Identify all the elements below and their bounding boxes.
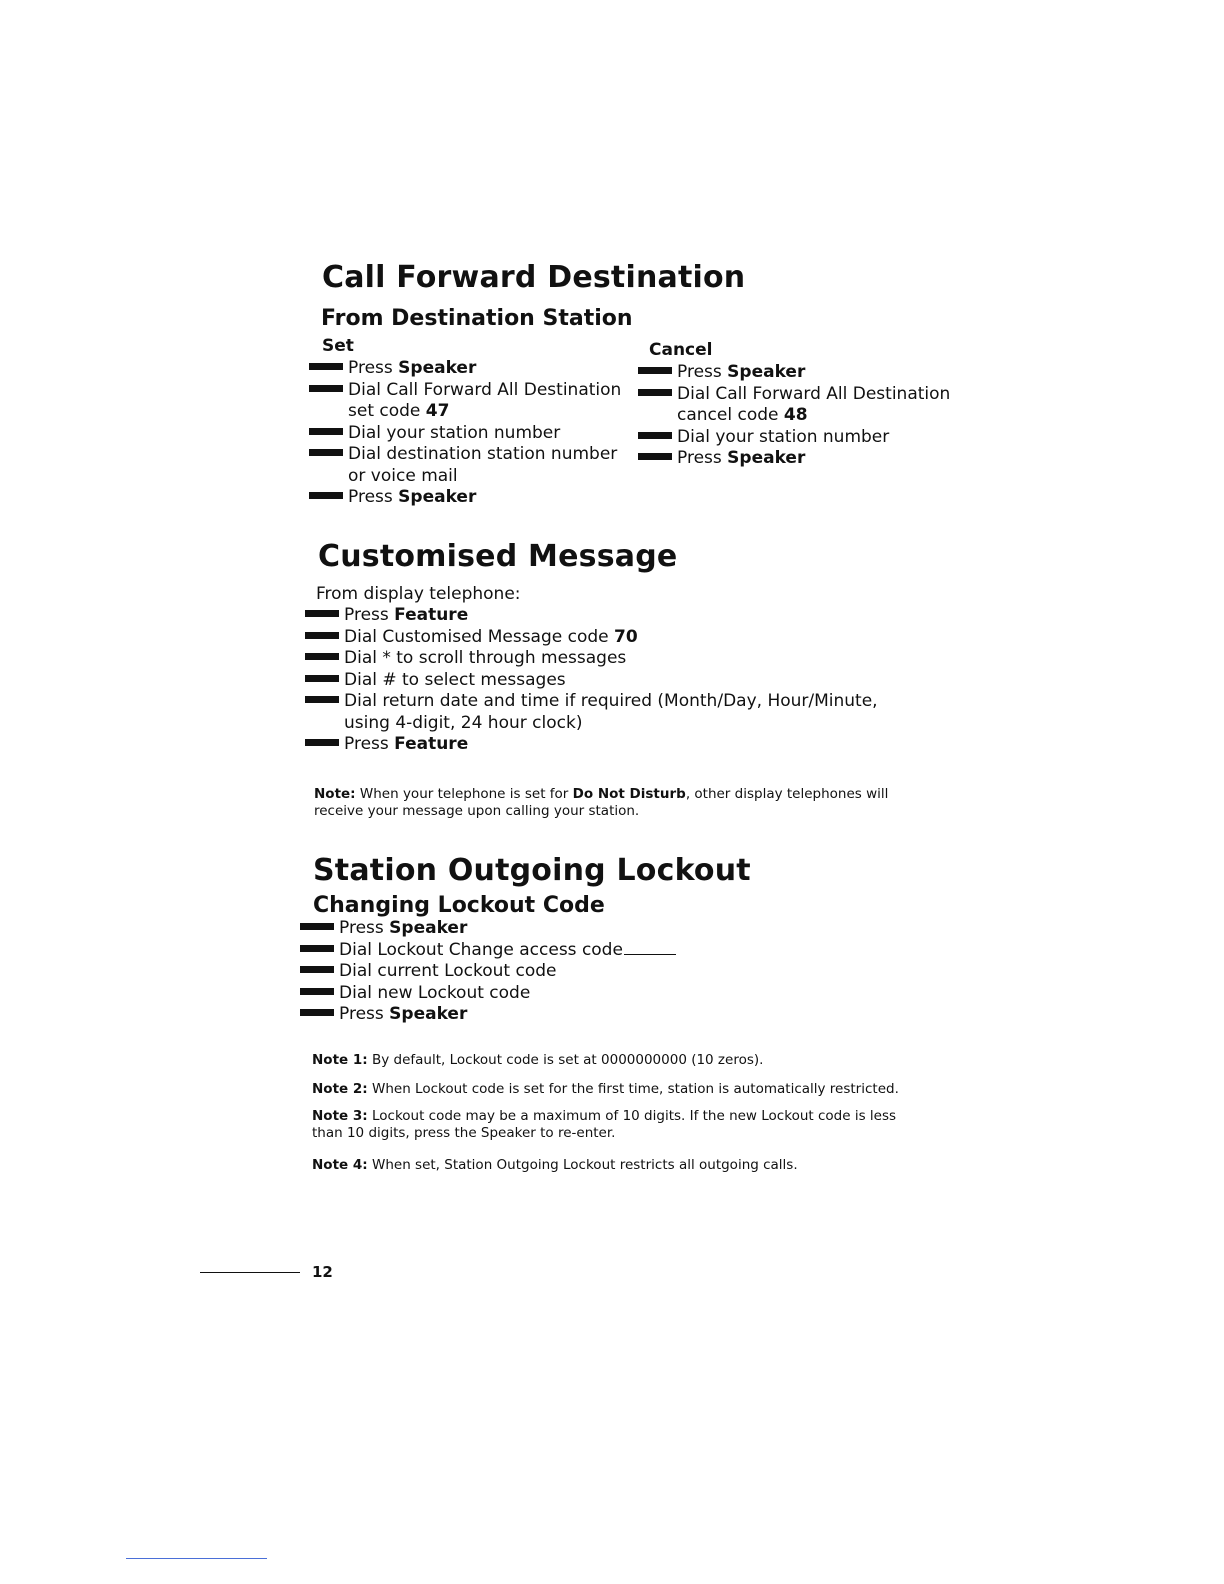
step-item [300, 1004, 676, 1026]
step-key: 70 [614, 626, 638, 647]
cancel-step-list [638, 362, 950, 470]
footer-link-underline [126, 1558, 267, 1559]
step-bullet-bar [305, 632, 339, 639]
note-text: When Lockout code is set for the first time, station is automatically restricted. [367, 1081, 899, 1097]
blank-line [624, 954, 676, 955]
step-text: Dial current Lockout code [339, 961, 557, 981]
step-item [638, 384, 950, 427]
step-item [309, 444, 621, 487]
step-text: Press [339, 918, 390, 938]
step-key: 47 [425, 401, 450, 421]
step-text-continuation: or voice mail [348, 465, 458, 486]
step-key: Feature [394, 734, 469, 754]
step-bullet-bar [309, 449, 343, 456]
step-text: Dial Lockout Change access code [339, 939, 623, 960]
step-text: Dial your station number [348, 422, 561, 443]
step-text: Dial new Lockout code [339, 982, 531, 1003]
customised-note [314, 786, 888, 820]
step-bullet-bar [309, 492, 343, 499]
step-item [305, 670, 878, 692]
step-item [305, 648, 878, 670]
step-item [305, 627, 878, 649]
step-key: Speaker [398, 487, 477, 507]
step-text: Press [348, 358, 399, 378]
step-item [309, 487, 621, 509]
note-label: Note 4: [312, 1157, 368, 1173]
lockout-note [312, 1052, 763, 1069]
subsection-title-changing-lockout-code: Changing Lockout Code [313, 893, 605, 918]
step-bullet-bar [305, 610, 339, 617]
step-bullet-bar [300, 988, 334, 995]
note-text: , other display telephones will [685, 786, 889, 802]
lockout-note [312, 1157, 798, 1174]
step-item [305, 691, 878, 734]
customised-step-list [305, 605, 878, 756]
section-title-call-forward: Call Forward Destination [322, 260, 746, 295]
step-text: Dial * to scroll through messages [344, 648, 627, 668]
subsection-title-from-destination: From Destination Station [321, 306, 633, 331]
step-key: Speaker [727, 362, 806, 382]
step-text: Dial Call Forward All Destination [348, 379, 622, 400]
step-text: Dial return date and time if required (Month/Day, Hour/Minute, [344, 691, 878, 711]
step-text: Press [677, 448, 728, 468]
step-item [300, 940, 676, 962]
step-bullet-bar [300, 966, 334, 973]
note-label: Note 2: [312, 1081, 368, 1097]
note-text-line2: receive your message upon calling your station. [314, 803, 640, 819]
step-bullet-bar [300, 923, 334, 930]
step-bullet-bar [638, 432, 672, 439]
step-bullet-bar [305, 739, 339, 746]
step-item [305, 734, 878, 756]
do-not-disturb-term: Do Not Disturb [572, 786, 686, 802]
step-item [638, 448, 950, 470]
step-text-continuation: using 4-digit, 24 hour clock) [344, 712, 583, 733]
section-title-customised-message: Customised Message [318, 539, 678, 574]
note-label: Note: [314, 786, 356, 802]
step-bullet-bar [305, 675, 339, 682]
step-text: Press [344, 734, 395, 754]
note-text: Lockout code may be a maximum of 10 digits. If the new Lockout code is less [367, 1108, 897, 1124]
lockout-note [312, 1108, 896, 1142]
step-bullet-bar [305, 653, 339, 660]
step-key: Speaker [389, 918, 468, 938]
customised-intro: From display telephone: [316, 584, 521, 604]
step-item [638, 362, 950, 384]
step-text-continuation: set code 47 [348, 401, 450, 421]
note-text: When set, Station Outgoing Lockout restricts all outgoing calls. [367, 1157, 798, 1173]
note-label: Note 1: [312, 1052, 368, 1068]
step-item [309, 358, 621, 380]
step-item [300, 918, 676, 940]
lockout-step-list [300, 918, 676, 1026]
cancel-label: Cancel [649, 340, 713, 360]
step-text-continuation: cancel code 48 [677, 405, 808, 425]
step-bullet-bar [638, 389, 672, 396]
step-bullet-bar [300, 945, 334, 952]
step-bullet-bar [300, 1009, 334, 1016]
step-text: Press [677, 362, 728, 382]
step-bullet-bar [638, 367, 672, 374]
footer-rule [200, 1272, 300, 1273]
step-text: Press [339, 1004, 390, 1024]
step-text: Press [344, 605, 395, 625]
step-item [309, 423, 621, 445]
step-key: 48 [783, 405, 808, 425]
step-item [300, 983, 676, 1005]
note-text: When your telephone is set for [355, 786, 573, 802]
step-bullet-bar [309, 428, 343, 435]
step-item [309, 380, 621, 423]
step-text: Press [348, 487, 399, 507]
step-text: Dial # to select messages [344, 669, 566, 690]
section-title-station-outgoing-lockout: Station Outgoing Lockout [313, 853, 751, 888]
step-key: Speaker [727, 448, 806, 468]
step-item [638, 427, 950, 449]
step-bullet-bar [638, 453, 672, 460]
page-number: 12 [312, 1263, 333, 1281]
set-step-list [309, 358, 621, 509]
step-text: Dial Call Forward All Destination [677, 383, 951, 404]
note-text-line2: than 10 digits, press the Speaker to re-enter. [312, 1125, 616, 1141]
step-text: Dial destination station number [348, 444, 618, 464]
lockout-note [312, 1081, 899, 1098]
note-text: By default, Lockout code is set at 0000000000 (10 zeros). [367, 1052, 764, 1068]
note-label: Note 3: [312, 1108, 368, 1124]
step-item [305, 605, 878, 627]
step-bullet-bar [309, 385, 343, 392]
step-key: Speaker [389, 1004, 468, 1024]
step-key: Speaker [398, 358, 477, 378]
step-text: Dial your station number [677, 426, 890, 447]
step-bullet-bar [305, 696, 339, 703]
step-bullet-bar [309, 363, 343, 370]
step-key: Feature [394, 605, 469, 625]
set-label: Set [322, 336, 354, 356]
step-item [300, 961, 676, 983]
step-text: Dial Customised Message code [344, 626, 615, 647]
